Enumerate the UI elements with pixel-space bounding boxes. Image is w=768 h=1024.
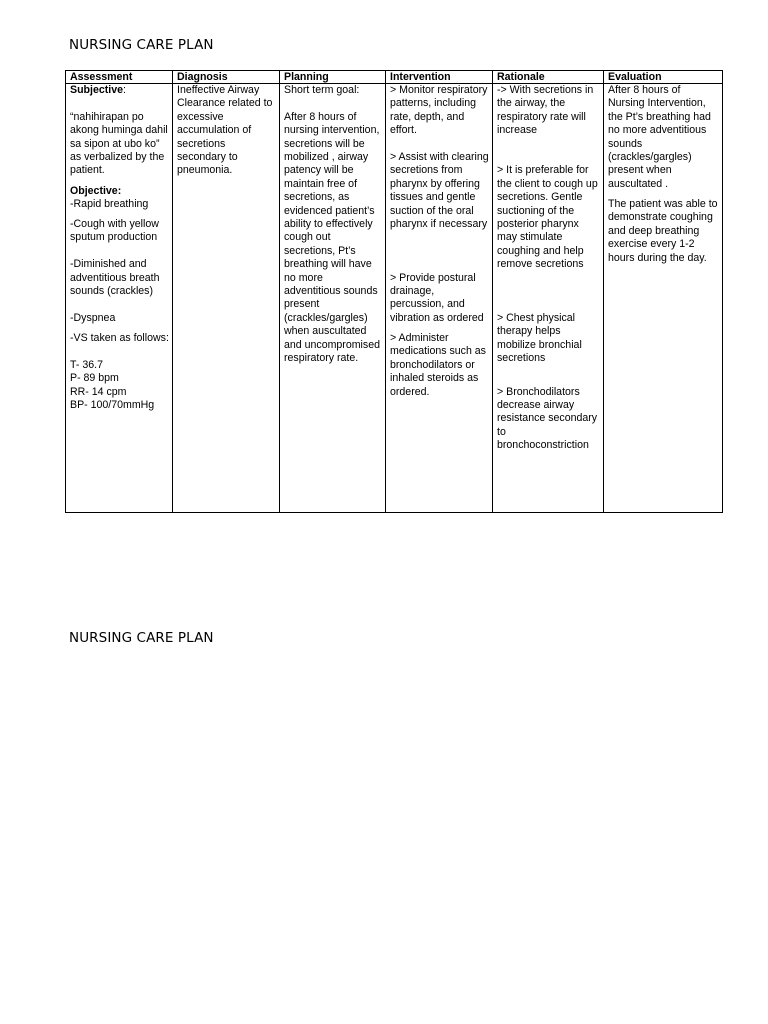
evaluation-cell xyxy=(604,84,723,513)
intervention-item: > Assist with clearing secretions from pharynx by offering tissues and gentle suction of the oral pharynx if necessary xyxy=(390,151,492,231)
patient-quote: “nahihirapan po akong huminga dahil sa sipon at ubo ko” as verbalized by the patient. xyxy=(70,110,171,177)
subjective-label: Subjective xyxy=(70,84,123,96)
header-rationale: Rationale xyxy=(493,71,604,84)
planning-cell xyxy=(280,84,386,513)
nursing-care-plan-table xyxy=(65,70,723,513)
evaluation-item: The patient was able to demonstrate coughing and deep breathing exercise every 1-2 hours during the day. xyxy=(608,197,721,264)
subjective-heading xyxy=(70,84,169,97)
planning-goal-text: After 8 hours of nursing intervention, secretions will be mobilized , airway patency will be maintain free of secretions, as evidenced patient’s ability to effectively cough out secretions, Pt’s breathing will have no more adventitious sounds present (crackles/gargles) when auscultated and uncompromised respiratory rate. xyxy=(284,110,383,365)
page-title: NURSING CARE PLAN xyxy=(69,37,214,53)
vital-sign: BP- 100/70mmHg xyxy=(70,398,155,411)
table-row xyxy=(66,84,723,513)
diagnosis-cell xyxy=(173,84,280,513)
objective-item: -Diminished and adventitious breath sounds (crackles) xyxy=(70,258,163,298)
objective-item: -Cough with yellow sputum production xyxy=(70,218,162,244)
objective-item: -VS taken as follows: xyxy=(70,331,169,344)
vital-sign: RR- 14 cpm xyxy=(70,385,127,398)
header-diagnosis: Diagnosis xyxy=(173,71,280,84)
rationale-item: > Chest physical therapy helps mobilize bronchial secretions xyxy=(497,311,585,365)
intervention-item: > Administer medications such as bronchodilators or inhaled steroids as ordered. xyxy=(390,331,489,398)
assessment-cell xyxy=(66,84,173,513)
objective-item: -Dyspnea xyxy=(70,311,116,324)
subjective-colon: : xyxy=(123,84,126,96)
rationale-cell xyxy=(493,84,604,513)
intervention-item: > Provide postural drainage, percussion, and vibration as ordered xyxy=(390,271,484,324)
rationale-item: > Bronchodilators decrease airway resistance secondary to bronchoconstriction xyxy=(497,385,601,452)
intervention-item: > Monitor respiratory patterns, including rate, depth, and effort. xyxy=(390,84,491,137)
evaluation-item: After 8 hours of Nursing Intervention, the Pt’s breathing had no more adventitious sounds (crackles/gargles) present when auscultated . xyxy=(608,84,714,190)
page-title: NURSING CARE PLAN xyxy=(69,630,214,646)
header-planning: Planning xyxy=(280,71,386,84)
header-intervention: Intervention xyxy=(386,71,493,84)
rationale-item: > It is preferable for the client to cough up secretions. Gentle suctioning of the posterior pharynx may stimulate coughing and help remove secretions xyxy=(497,164,601,271)
table-header-row xyxy=(66,71,723,84)
header-evaluation: Evaluation xyxy=(604,71,723,84)
diagnosis-text: Ineffective Airway Clearance related to excessive accumulation of secretions secondary to pneumonia. xyxy=(177,84,276,177)
vital-sign: P- 89 bpm xyxy=(70,372,119,385)
vital-sign: T- 36.7 xyxy=(70,358,103,371)
intervention-cell xyxy=(386,84,493,513)
planning-goal-label: Short term goal: xyxy=(284,84,360,96)
objective-label: Objective: xyxy=(70,184,122,197)
header-assessment: Assessment xyxy=(66,71,173,84)
rationale-item: -> With secretions in the airway, the respiratory rate will increase xyxy=(497,84,597,137)
objective-item: -Rapid breathing xyxy=(70,197,149,210)
